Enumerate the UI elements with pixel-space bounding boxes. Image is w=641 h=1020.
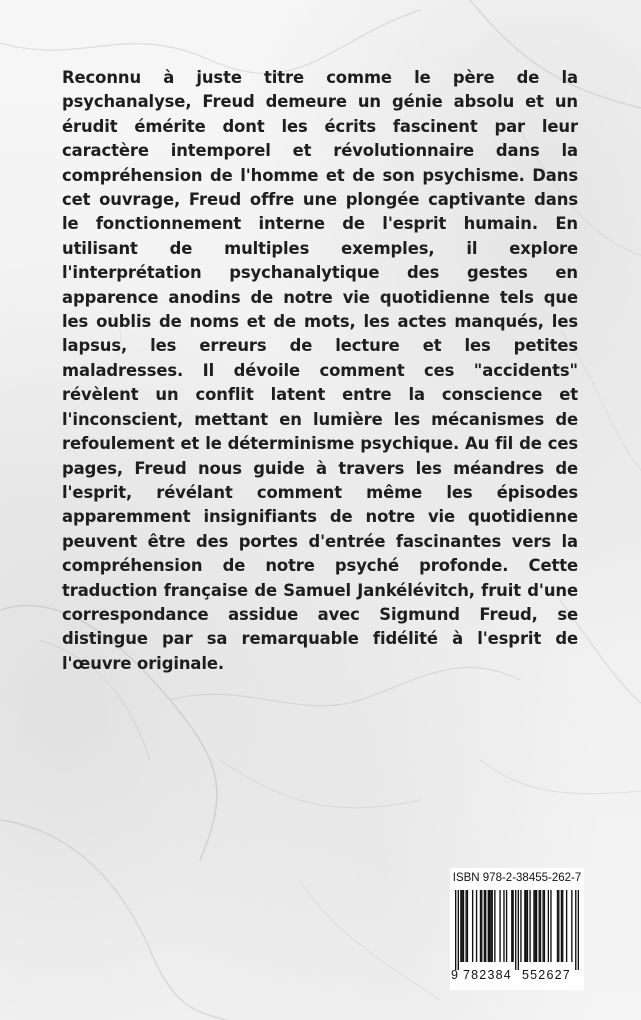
barcode-bar (481, 890, 482, 962)
isbn-label: ISBN 978-2-38455-262-7 (452, 872, 582, 884)
barcode-bar (550, 890, 551, 962)
ean-left-digits: 782384 (463, 968, 512, 982)
barcode-bar (492, 890, 493, 962)
barcode-bar (524, 890, 525, 962)
barcode-guard-bar (458, 890, 459, 970)
barcode-bar (476, 890, 477, 962)
barcode-bar (544, 890, 545, 962)
barcode-bar (566, 890, 567, 962)
barcode-bar (536, 890, 537, 962)
barcode-bar (465, 890, 466, 962)
barcode-bar (512, 890, 513, 962)
barcode-bar (485, 890, 486, 962)
barcode-bar (533, 890, 534, 962)
ean-right-digits: 552627 (522, 968, 571, 982)
ean-digits (450, 968, 584, 984)
barcode-bar (557, 890, 558, 962)
barcode-bar (525, 890, 526, 962)
back-cover-blurb: Reconnu à juste titre comme le père de la psychanalyse, Freud demeure un génie absolu et un érudit émérite dont les écrits fascinent par leur caractère intemporel et révolutionnaire dans la compréhension de l'homme et de son psychisme. Dans cet ouvrage, Freud offre une plongée captivante dans le fonctionnement interne de l'esprit humain. En utilisant de multiples exemples, il explore l'interprétation psychanalytique des gestes en apparence anodins de notre vie quotidienne tels que les oublis de noms et de mots, les actes manqués, les lapsus, les erreurs de lecture et les petites maladresses. Il dévoile comment ces "accidents" révèlent un conflit latent entre la conscience et l'inconscient, mettant en lumière les mécanismes de refoulement et le déterminisme psychique. Au fil de ces pages, Freud nous guide à travers les méandres de l'esprit, révélant comment même les épisodes apparemment insignifiants de notre vie quotidienne peuvent être des portes d'entrée fascinantes vers la compréhension de notre psyché profonde. Cette traduction française de Samuel Jankélévitch, fruit d'une correspondance assidue avec Sigmund Freud, se distingue par sa remarquable fidélité à l'esprit de l'œuvre originale. (62, 68, 578, 673)
barcode-bar (463, 890, 464, 962)
barcode-bar (484, 890, 485, 962)
barcode-bar (511, 890, 512, 962)
barcode-bar (520, 890, 521, 962)
barcode-bar (539, 890, 540, 962)
barcode-panel (450, 868, 584, 990)
barcode-bar (506, 890, 507, 962)
barcode (455, 890, 579, 972)
barcode-bar (562, 890, 563, 962)
barcode-bar (499, 890, 500, 962)
barcode-bar (480, 890, 481, 962)
barcode-bar (489, 890, 490, 962)
barcode-bar (527, 890, 528, 962)
barcode-bar (540, 890, 541, 962)
barcode-bar (472, 890, 473, 962)
barcode-bar (558, 890, 559, 962)
ean-first-digit: 9 (451, 968, 458, 982)
barcode-guard-bar (455, 890, 456, 970)
barcode-guard-bar (575, 890, 576, 970)
barcode-guard-bar (515, 890, 516, 970)
barcode-bar (542, 890, 543, 962)
barcode-bar (490, 890, 491, 962)
barcode-bar (503, 890, 504, 962)
barcode-guard-bar (578, 890, 579, 970)
barcode-bar (494, 890, 495, 962)
barcode-bar (467, 890, 468, 962)
barcode-bar (488, 890, 489, 962)
barcode-bar (535, 890, 536, 962)
barcode-bar (462, 890, 463, 962)
barcode-guard-bar (518, 890, 519, 970)
barcode-bar (460, 890, 461, 962)
barcode-bar (548, 890, 549, 962)
barcode-bar (571, 890, 572, 962)
barcode-bar (529, 890, 530, 962)
barcode-bar (561, 890, 562, 962)
